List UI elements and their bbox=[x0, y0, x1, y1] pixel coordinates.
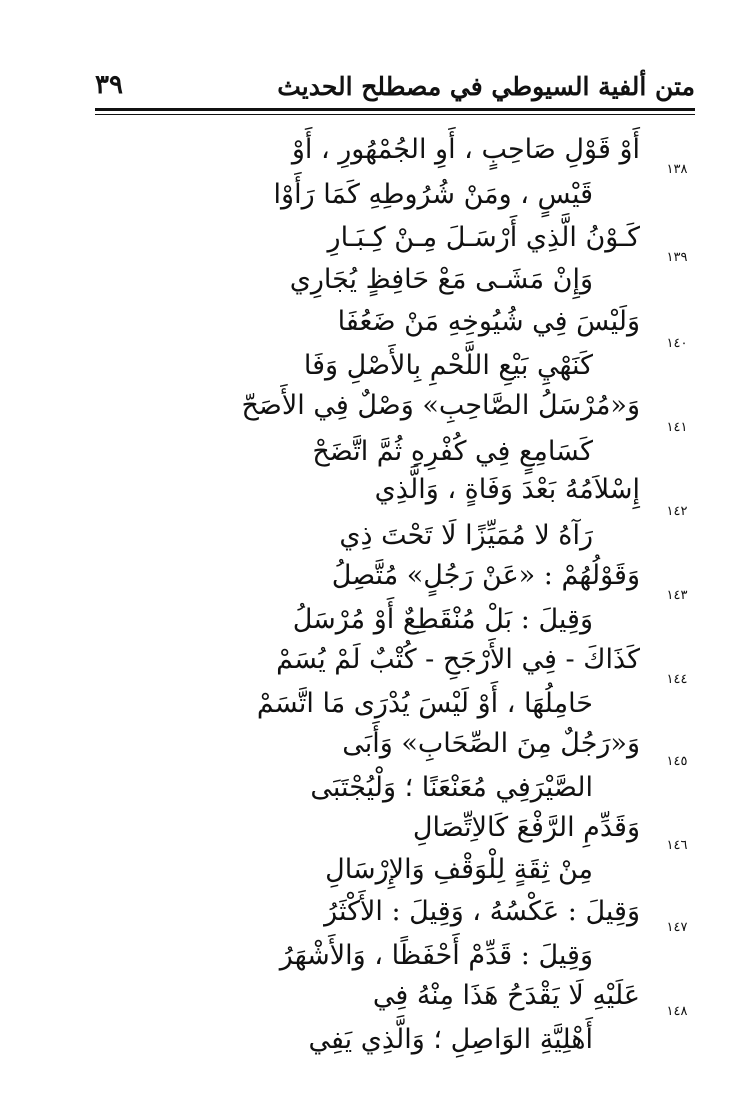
verse-first-hemistich: وَقِيلَ : عَكْسُهُ ، وَقِيلَ : الأَكْثَرُ bbox=[324, 896, 640, 927]
verse-number: ١٤٥ bbox=[666, 754, 688, 769]
verse-first-hemistich: كَذَاكَ - فِي الأَرْجَحِ - كُتْبٌ لَمْ يُسَمْ bbox=[276, 644, 640, 675]
verse-second-hemistich: كَسَامِعٍ فِي كُفْرِهِ ثُمَّ اتَّضَحْ bbox=[312, 436, 593, 467]
verse-second-hemistich: حَامِلُهَا ، أَوْ لَيْسَ يُدْرَى مَا اتَّسَمْ bbox=[256, 688, 593, 719]
verse-second-hemistich: قَيْسٍ ، ومَنْ شُرُوطِهِ كَمَا رَأَوْا bbox=[273, 179, 593, 210]
header-title: متن ألفية السيوطي في مصطلح الحديث bbox=[277, 72, 695, 101]
verse-second-hemistich: وَإِنْ مَشَـى مَعْ حَافِظٍ يُجَارِي bbox=[289, 264, 593, 295]
verse-second-hemistich: وَقِيلَ : بَلْ مُنْقَطِعٌ أَوْ مُرْسَلُ bbox=[292, 604, 593, 635]
verse-number: ١٤٢ bbox=[666, 504, 688, 519]
verse-first-hemistich: وَلَيْسَ فِي شُيُوخِهِ مَنْ ضَعُفَا bbox=[337, 306, 640, 337]
verse-second-hemistich: رَآهُ لا مُمَيِّزًا لَا تَحْتَ ذِي bbox=[339, 520, 593, 551]
verse-number: ١٤٨ bbox=[666, 1004, 688, 1019]
verse-first-hemistich: وَقَدِّمِ الرَّفْعَ كَالاِتِّصَالِ bbox=[412, 812, 640, 843]
verse-number: ١٣٩ bbox=[666, 250, 688, 265]
verse-second-hemistich: مِنْ ثِقَةٍ لِلْوَقْفِ وَالإِرْسَالِ bbox=[325, 854, 593, 885]
verse-first-hemistich: وَقَوْلُهُمْ : «عَنْ رَجُلٍ» مُتَّصِلُ bbox=[331, 560, 640, 591]
verse-first-hemistich: كَـوْنُ الَّذِي أَرْسَـلَ مِـنْ كِـبَـارِ bbox=[327, 222, 640, 253]
verse-number: ١٤٧ bbox=[666, 920, 688, 935]
verse-number: ١٤٠ bbox=[666, 336, 688, 351]
verse-first-hemistich: أَوْ قَوْلِ صَاحِبٍ ، أَوِ الجُمْهُورِ ، أَوْ bbox=[291, 134, 640, 165]
verse-second-hemistich: كَنَهْيِ بَيْعِ اللَّحْمِ بِالأَصْلِ وَفَا bbox=[303, 350, 593, 381]
verse-first-hemistich: وَ«رَجُلٌ مِنَ الصِّحَابِ» وَأَبَى bbox=[342, 728, 640, 759]
verse-number: ١٤١ bbox=[666, 420, 688, 435]
verse-number: ١٤٤ bbox=[666, 672, 688, 687]
verse-first-hemistich: إِسْلاَمُهُ بَعْدَ وَفَاةٍ ، وَالَّذِي bbox=[374, 474, 640, 505]
verse-second-hemistich: وَقِيلَ : قَدِّمْ أَحْفَظًا ، وَالأَشْهَرُ bbox=[279, 940, 593, 971]
verse-second-hemistich: الصَّيْرَفِي مُعَنْعَنًا ؛ وَلْيُجْتَبَى bbox=[310, 772, 593, 803]
verse-number: ١٣٨ bbox=[666, 162, 688, 177]
page-number: ٣٩ bbox=[95, 70, 123, 100]
verse-first-hemistich: وَ«مُرْسَلُ الصَّاحِبِ» وَصْلٌ فِي الأَصَحّ bbox=[241, 390, 640, 421]
verse-number: ١٤٦ bbox=[666, 838, 688, 853]
verse-second-hemistich: أَهْلِيَّةِ الوَاصِلِ ؛ وَالَّذِي يَفِي bbox=[308, 1024, 593, 1055]
verse-number: ١٤٣ bbox=[666, 588, 688, 603]
verse-first-hemistich: عَلَيْهِ لَا يَقْدَحُ هَذَا مِنْهُ فِي bbox=[372, 980, 640, 1011]
